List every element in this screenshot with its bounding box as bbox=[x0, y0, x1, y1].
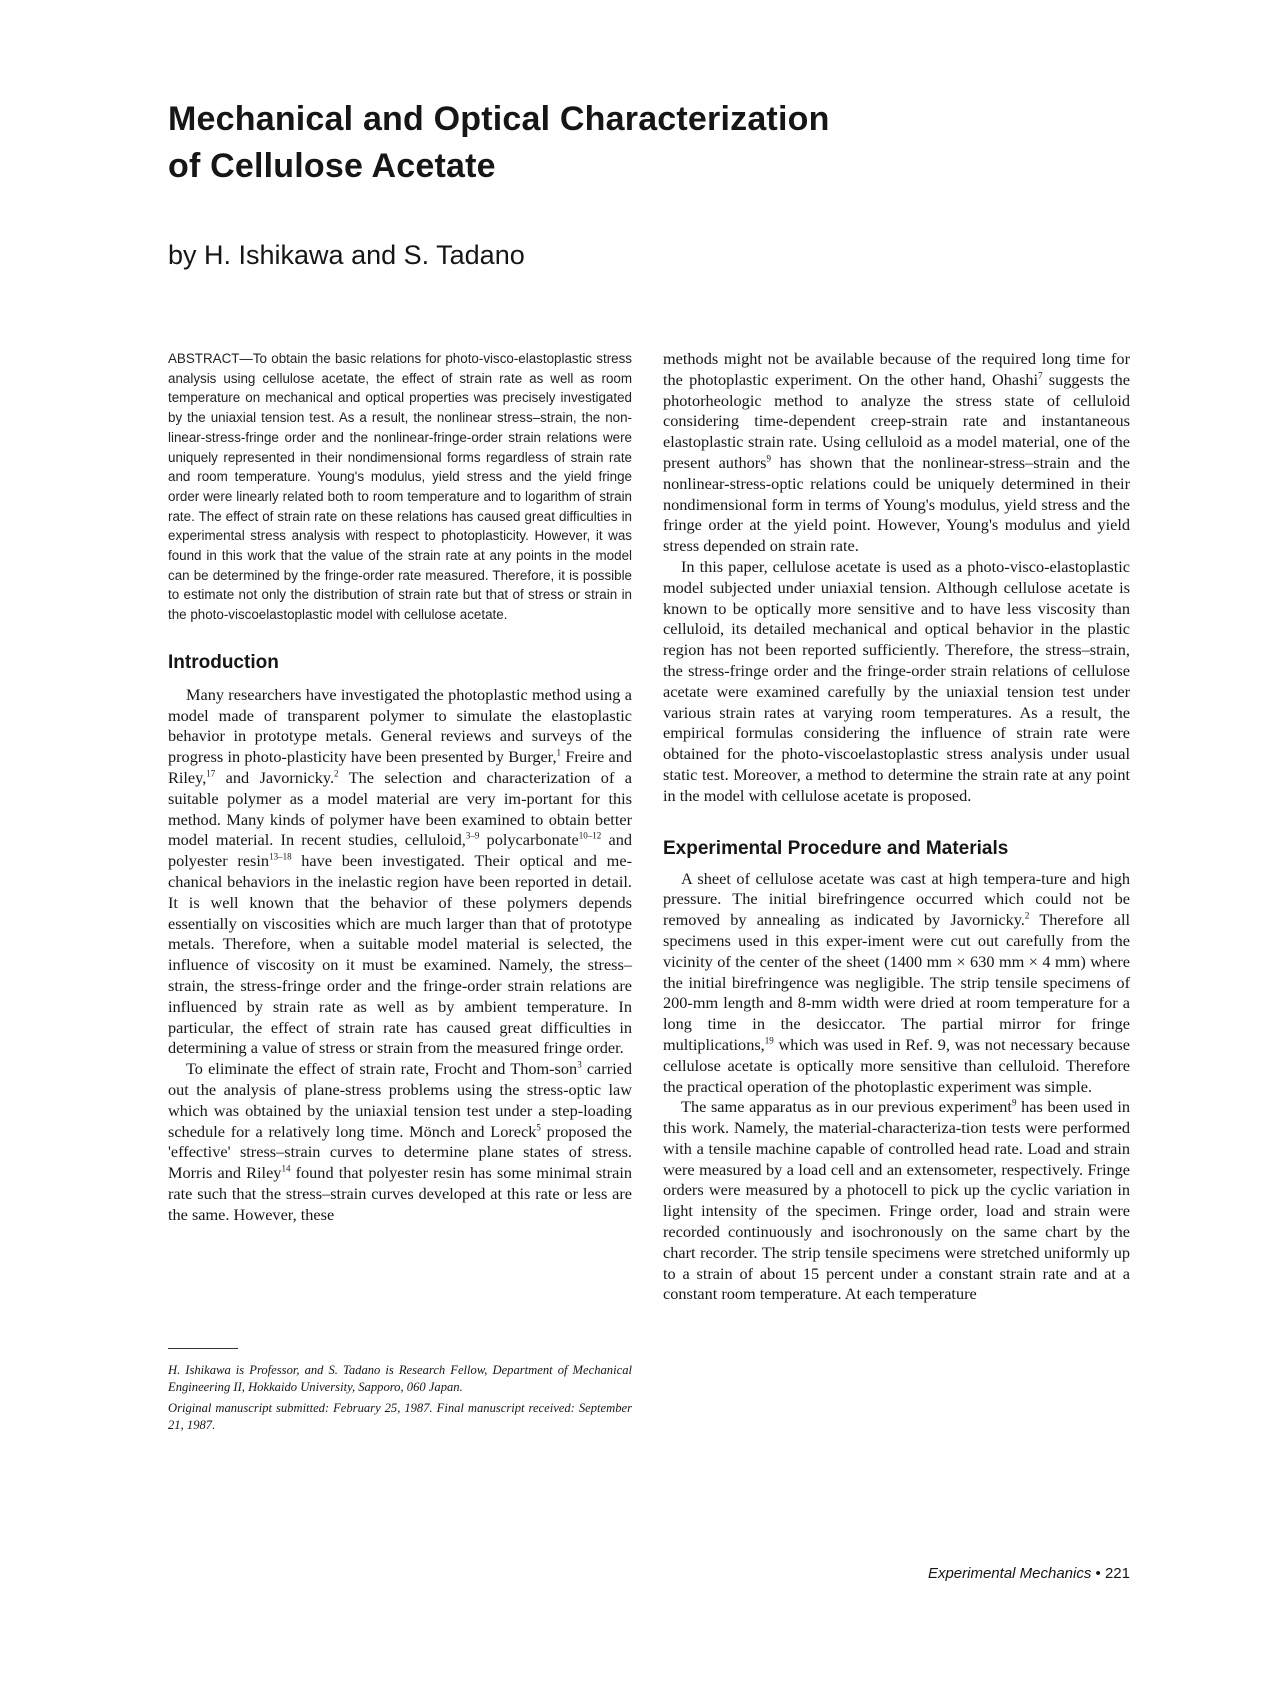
page-footer bbox=[830, 1565, 1130, 1583]
footnote-rule bbox=[168, 1348, 238, 1349]
experimental-paragraph-1: A sheet of cellulose acetate was cast at high tempera-ture and high pressure. The initial birefringence occurred which could not be removed by annealing as indicated by Javornicky.$^2$ Therefore all specimens used in this exper-iment were cut out carefully from the vicinity of the center of the sheet (1400 mm × 630 mm × 4 mm) where the initial birefringence was negligible. The strip tensile specimens of 200-mm length and 8-mm width were dried at room temperature for a long time in the desiccator. The partial mirror for fringe multiplications,$^{19}$ which was used in Ref. 9, was not necessary because cellulose acetate is optically more sensitive than celluloid. Therefore the practical operation of the photoplastic experiment was simple. bbox=[663, 868, 1131, 1096]
page-number: 221 bbox=[1104, 1565, 1130, 1582]
right-paragraph-2: In this paper, cellulose acetate is used as a photo-visco-elastoplastic model subjected under uniaxial tension. Although cellulose acetate is known to be optically more sensitive and to have less viscosity than celluloid, its detailed mechanical and optical behavior in the plastic region has not been reported sufficiently. Therefore, the stress–strain, the stress-fringe order and the fringe-order strain relations of cellulose acetate were examined carefully by the uniaxial tension test under various strain rates at varying room temperatures. As a result, the empirical formulas considering the influence of strain rate were obtained for the photo-viscoelastoplastic stress analysis under usual static test. Moreover, a method to determine the strain rate at any point in the model with cellulose acetate is proposed. bbox=[663, 556, 1130, 805]
right-paragraph-1: methods might not be available because of the required long time for the photoplastic experiment. On the other hand, Ohashi$^7$ suggests the photorheologic method to analyze the stress state of celluloid considering time-dependent creep-strain rate and instantaneous elastoplastic strain rate. Using celluloid as a model material, one of the present authors$^9$ has shown that the nonlinear-stress–strain and the nonlinear-stress-optic relations could be uniquely determined in their nondimensional form in terms of Young's modulus, yield stress and the fringe order at the yield point. However, Young's modulus and yield stress depended on strain rate. bbox=[663, 349, 1130, 556]
paper-title bbox=[168, 96, 1068, 190]
intro-paragraph-1: Many researchers have investigated the photoplastic method using a model made of transparent polymer to simulate the elastoplastic behavior in prototype metals. General reviews and surveys of the progress in photo-plasticity have been presented by Burger,$^1$ Freire and Riley,$^{17}$ and Javornicky.$^2$ The selection and characterization of a suitable polymer as a model material are very im-portant for this method. Many kinds of polymer have been examined to obtain better model material. In recent studies, celluloid,$^{3-9}$ polycarbonate$^{10-12}$ and polyester resin$^{13-18}$ have been investigated. Their optical and me-chanical behaviors in the inelastic region have been reported in detail. It is well known that the behavior of these polymers depends essentially on viscosities which are much larger than that of prototype metals. Therefore, when a suitable model material is selected, the influence of viscosity on it must be examined. Namely, the stress–strain, the stress-fringe order and the fringe-order strain relations are influenced by strain rate as well as by ambient temperature. In particular, the effect of strain rate has caused great difficulties in determining a value of stress or strain from the measured fringe order. bbox=[168, 684, 633, 1058]
footnote-authors: H. Ishikawa is Professor, and S. Tadano is Research Fellow, Department of Mechanical Engineering II, Hokkaido University, Sapporo, 060 Japan. bbox=[168, 1363, 632, 1395]
footnote-manuscript: Original manuscript submitted: February 25, 1987. Final manuscript received: September 21, 1987. bbox=[168, 1401, 632, 1433]
abstract: ABSTRACT—To obtain the basic relations for photo-visco-elastoplastic stress analysis using cellulose acetate, the effect of strain rate as well as room temperature on mechanical and optical properties was precisely investigated by the uniaxial tension test. As a result, the nonlinear stress–strain, the non-linear-stress-fringe order and the nonlinear-fringe-order strain relations were uniquely represented in their nondimensional forms regardless of strain rate and room temperature. Young's modulus, yield stress and the yield fringe order were linearly related both to room temperature and to logarithm of strain rate. The effect of strain rate on these relations has caused great difficulties in experimental stress analysis with respect to photoplasticity. However, it was found in this work that the value of the strain rate at any points in the model can be determined by the fringe-order rate measured. Therefore, it is possible to estimate not only the distribution of strain rate but that of stress or strain in the photo-viscoelastoplastic model with cellulose acetate. bbox=[168, 351, 632, 623]
right-column bbox=[663, 349, 1130, 1305]
title-line-2: of Cellulose Acetate bbox=[168, 147, 496, 185]
title-line-1: Mechanical and Optical Characterization bbox=[168, 100, 830, 138]
author-byline: by H. Ishikawa and S. Tadano bbox=[168, 240, 525, 270]
journal-name: Experimental Mechanics bbox=[927, 1565, 1092, 1582]
experimental-paragraph-2: The same apparatus as in our previous experiment$^9$ has been used in this work. Namely, the material-characteriza-tion tests were performed with a tensile machine capable of controlled head rate. Load and strain were measured by a load cell and an extensometer, respectively. Fringe orders were measured by a photocell to pick up the cyclic variation in light intensity of the specimen. Fringe order, load and strain were recorded continuously and isochronously on the same chart by the chart recorder. The strip tensile specimens were stretched uniformly up to a strain of about 15 percent under a constant strain rate and at a constant room temperature. At each temperature bbox=[663, 1097, 1131, 1304]
footer-separator: • bbox=[1095, 1565, 1101, 1582]
left-column bbox=[168, 349, 632, 1226]
intro-paragraph-2: To eliminate the effect of strain rate, Frocht and Thom-son$^3$ carried out the analysis of plane-stress problems using the stress-optic law which was obtained by the uniaxial tension test under a step-loading schedule for a relatively long time. Mönch and Loreck$^5$ proposed the 'effective' stress–strain curves to determine plane states of stress. Morris and Riley$^{14}$ found that polyester resin has some minimal strain rate such that the stress–strain curves developed at this rate or less are the same. However, these bbox=[168, 1059, 633, 1224]
experimental-heading: Experimental Procedure and Materials bbox=[663, 837, 1009, 859]
introduction-heading: Introduction bbox=[168, 651, 279, 673]
